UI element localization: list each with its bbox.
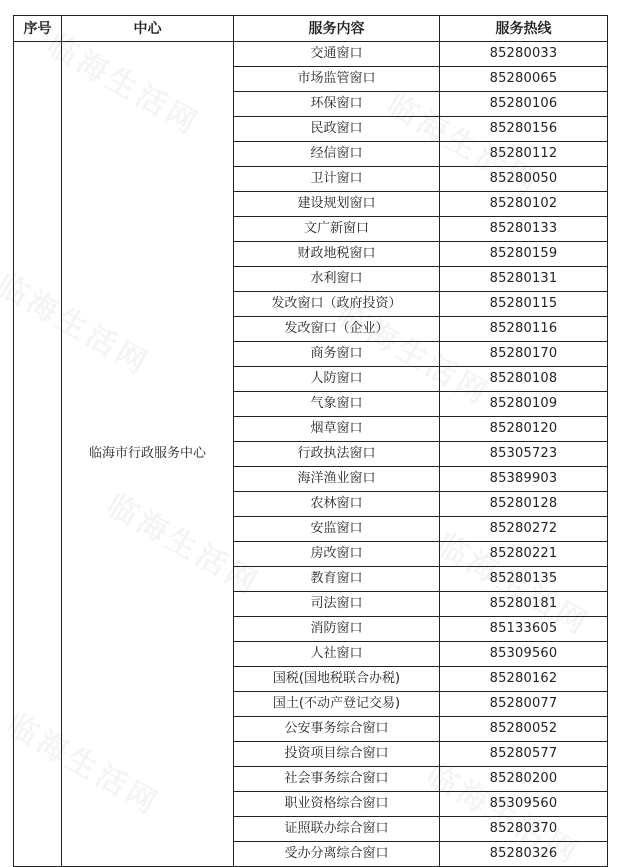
service-cell: 教育窗口 [234,567,440,592]
hotline-cell: 85280162 [440,667,608,692]
hotline-cell: 85280156 [440,117,608,142]
hotline-cell: 85280033 [440,42,608,67]
service-cell: 国税(国地税联合办税) [234,667,440,692]
service-cell: 市场监管窗口 [234,67,440,92]
header-hotline: 服务热线 [440,16,608,42]
service-cell: 经信窗口 [234,142,440,167]
hotline-cell: 85280133 [440,217,608,242]
hotline-cell: 85280112 [440,142,608,167]
hotline-cell: 85280106 [440,92,608,117]
service-cell: 国土(不动产登记交易) [234,692,440,717]
hotline-cell: 85280128 [440,492,608,517]
service-cell: 环保窗口 [234,92,440,117]
hotline-cell: 85280181 [440,592,608,617]
service-cell: 公安事务综合窗口 [234,717,440,742]
hotline-cell: 85280170 [440,342,608,367]
service-cell: 房改窗口 [234,542,440,567]
service-cell: 水利窗口 [234,267,440,292]
hotline-cell: 85280050 [440,167,608,192]
service-cell: 社会事务综合窗口 [234,767,440,792]
hotline-cell: 85280109 [440,392,608,417]
table-row [14,42,608,67]
hotline-cell: 85280577 [440,742,608,767]
hotline-cell: 85280326 [440,842,608,867]
hotline-cell: 85280052 [440,717,608,742]
service-cell: 民政窗口 [234,117,440,142]
header-service: 服务内容 [234,16,440,42]
service-cell: 消防窗口 [234,617,440,642]
service-cell: 证照联办综合窗口 [234,817,440,842]
service-cell: 投资项目综合窗口 [234,742,440,767]
service-cell: 气象窗口 [234,392,440,417]
hotline-cell: 85280065 [440,67,608,92]
hotline-cell: 85280221 [440,542,608,567]
hotline-cell: 85280077 [440,692,608,717]
header-index: 序号 [14,16,62,42]
service-hotline-table [13,15,608,867]
hotline-cell: 85280370 [440,817,608,842]
center-name-cell: 临海市行政服务中心 [62,42,234,867]
hotline-cell: 85280131 [440,267,608,292]
service-cell: 行政执法窗口 [234,442,440,467]
service-cell: 安监窗口 [234,517,440,542]
hotline-cell: 85280272 [440,517,608,542]
header-center: 中心 [62,16,234,42]
service-cell: 受办分离综合窗口 [234,842,440,867]
hotline-cell: 85280135 [440,567,608,592]
service-cell: 发改窗口（政府投资） [234,292,440,317]
hotline-cell: 85280120 [440,417,608,442]
service-cell: 建设规划窗口 [234,192,440,217]
service-cell: 发改窗口（企业） [234,317,440,342]
hotline-cell: 85280115 [440,292,608,317]
service-cell: 职业资格综合窗口 [234,792,440,817]
hotline-cell: 85133605 [440,617,608,642]
hotline-cell: 85280102 [440,192,608,217]
service-cell: 商务窗口 [234,342,440,367]
service-cell: 司法窗口 [234,592,440,617]
service-cell: 交通窗口 [234,42,440,67]
hotline-cell: 85280159 [440,242,608,267]
service-cell: 海洋渔业窗口 [234,467,440,492]
hotline-cell: 85280116 [440,317,608,342]
hotline-cell: 85280108 [440,367,608,392]
service-cell: 财政地税窗口 [234,242,440,267]
hotline-cell: 85309560 [440,642,608,667]
hotline-cell: 85309560 [440,792,608,817]
service-cell: 农林窗口 [234,492,440,517]
hotline-cell: 85389903 [440,467,608,492]
hotline-cell: 85280200 [440,767,608,792]
service-cell: 烟草窗口 [234,417,440,442]
table-header-row [14,16,608,42]
service-cell: 卫计窗口 [234,167,440,192]
index-cell [14,42,62,867]
service-cell: 人社窗口 [234,642,440,667]
service-cell: 文广新窗口 [234,217,440,242]
hotline-cell: 85305723 [440,442,608,467]
service-cell: 人防窗口 [234,367,440,392]
